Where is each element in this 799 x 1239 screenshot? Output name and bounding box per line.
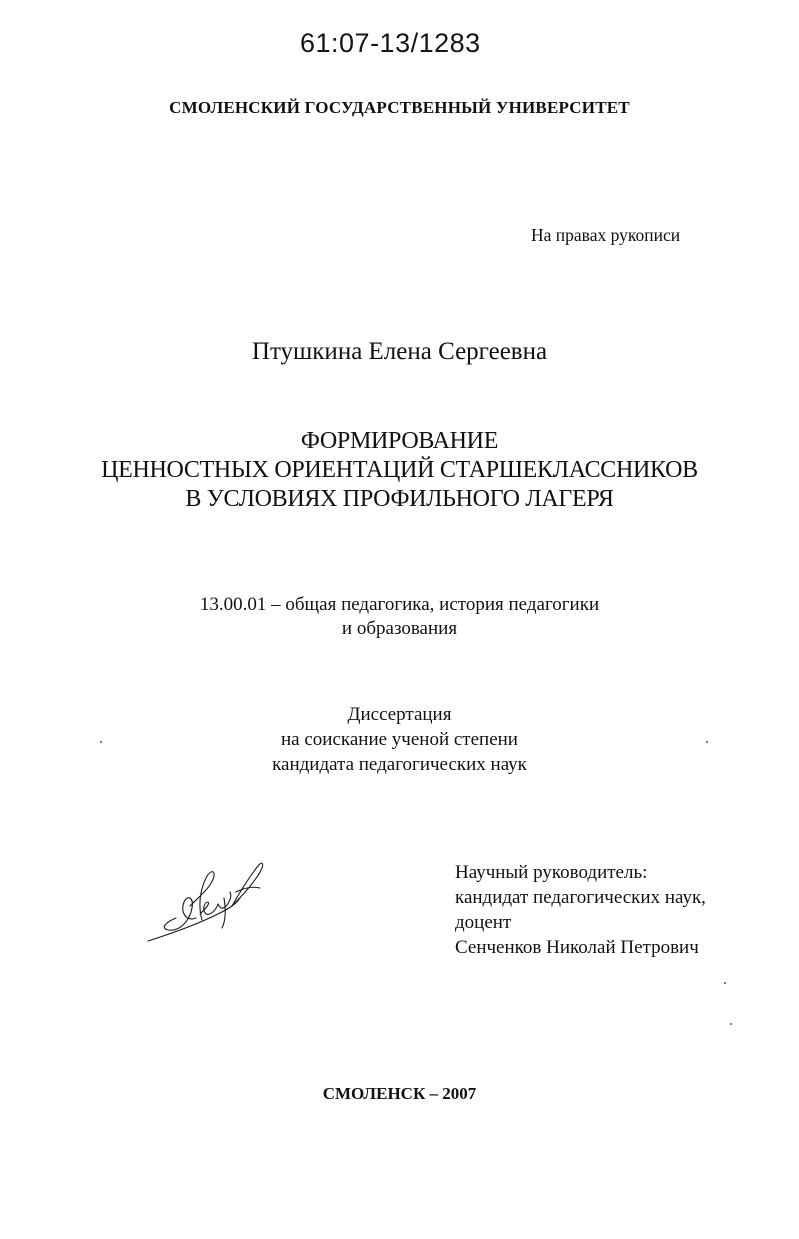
- signature-image: [140, 858, 280, 948]
- supervisor-line: доцент: [455, 912, 512, 933]
- degree-statement: [0, 702, 799, 777]
- supervisor-line: кандидат педагогических наук,: [455, 887, 706, 908]
- title-line: ФОРМИРОВАНИЕ: [300, 428, 499, 454]
- scan-speck: [100, 741, 102, 743]
- author-name: Птушкина Елена Сергеевна: [251, 338, 548, 365]
- supervisor-line: Сенченков Николай Петрович: [455, 937, 699, 958]
- catalog-number: 61:07-13/1283: [300, 28, 481, 58]
- university-name: СМОЛЕНСКИЙ ГОСУДАРСТВЕННЫЙ УНИВЕРСИТЕТ: [169, 98, 630, 117]
- specialty-line: и образования: [341, 618, 458, 639]
- city-year: СМОЛЕНСК – 2007: [322, 1084, 477, 1103]
- degree-line: кандидата педагогических наук: [272, 754, 527, 775]
- dissertation-title: [0, 427, 799, 514]
- supervisor-block: [455, 860, 706, 960]
- scan-speck: [730, 1023, 732, 1025]
- degree-line: Диссертация: [347, 704, 452, 725]
- scan-speck: [724, 982, 726, 984]
- scan-speck: [706, 741, 708, 743]
- supervisor-line: Научный руководитель:: [455, 862, 648, 883]
- specialty-code: [0, 593, 799, 641]
- degree-line: на соискание ученой степени: [281, 729, 518, 750]
- title-line: ЦЕННОСТНЫХ ОРИЕНТАЦИЙ СТАРШЕКЛАССНИКОВ: [101, 457, 698, 483]
- title-line: В УСЛОВИЯХ ПРОФИЛЬНОГО ЛАГЕРЯ: [185, 486, 614, 512]
- manuscript-note: На правах рукописи: [531, 225, 681, 245]
- specialty-line: 13.00.01 – общая педагогика, история педагогики: [199, 594, 600, 615]
